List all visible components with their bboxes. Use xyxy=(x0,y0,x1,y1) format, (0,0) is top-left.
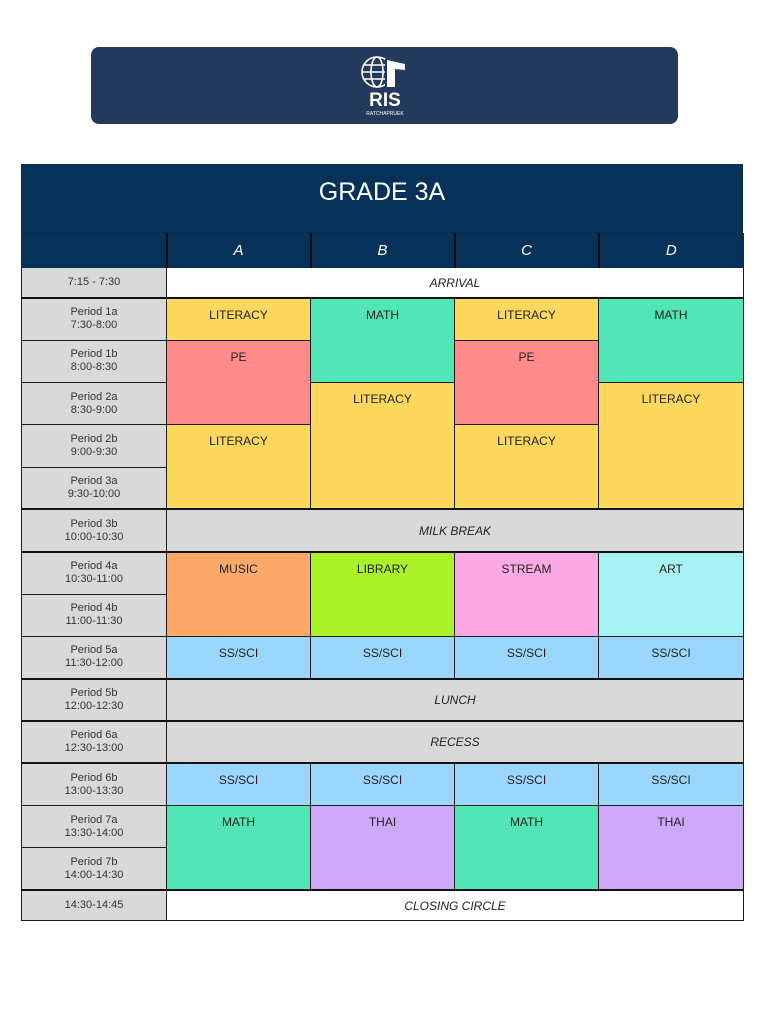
time-cell: Period 1b 8:00-8:30 xyxy=(22,340,167,382)
class-cell: LIBRARY xyxy=(311,552,455,637)
class-cell: SS/SCI xyxy=(455,763,599,805)
closing-circle-cell: CLOSING CIRCLE xyxy=(167,890,744,920)
class-cell: LITERACY xyxy=(167,298,311,340)
class-cell: PE xyxy=(455,340,599,425)
time-cell: 14:30-14:45 xyxy=(22,890,167,920)
recess-cell: RECESS xyxy=(167,721,744,763)
class-cell: SS/SCI xyxy=(167,636,311,678)
time-cell: Period 6a 12:30-13:00 xyxy=(22,721,167,763)
arrival-cell: ARRIVAL xyxy=(167,268,744,298)
table-row xyxy=(22,890,744,920)
page-title: GRADE 3A xyxy=(21,164,743,233)
time-cell: Period 5a 11:30-12:00 xyxy=(22,636,167,678)
time-cell: Period 4a 10:30-11:00 xyxy=(22,552,167,594)
class-cell: PE xyxy=(167,340,311,425)
time-cell: Period 3a 9:30-10:00 xyxy=(22,467,167,509)
class-cell: THAI xyxy=(311,806,455,891)
time-cell: Period 2b 9:00-9:30 xyxy=(22,425,167,467)
milk-break-cell: MILK BREAK xyxy=(167,509,744,551)
class-cell: MATH xyxy=(167,806,311,891)
table-row xyxy=(22,806,744,848)
svg-text:RATCHAPRUEK: RATCHAPRUEK xyxy=(366,111,404,117)
column-header-row xyxy=(22,234,744,268)
timetable xyxy=(21,233,744,921)
table-row xyxy=(22,268,744,298)
class-cell: LITERACY xyxy=(311,383,455,510)
table-row xyxy=(22,552,744,594)
table-row xyxy=(22,679,744,721)
time-cell: Period 3b 10:00-10:30 xyxy=(22,509,167,551)
time-cell: Period 6b 13:00-13:30 xyxy=(22,763,167,805)
column-header-b: B xyxy=(311,234,455,268)
class-cell: MUSIC xyxy=(167,552,311,637)
corner-cell xyxy=(22,234,167,268)
time-cell: 7:15 - 7:30 xyxy=(22,268,167,298)
column-header-c: C xyxy=(455,234,599,268)
class-cell: SS/SCI xyxy=(599,636,744,678)
class-cell: SS/SCI xyxy=(455,636,599,678)
time-cell: Period 7b 14:00-14:30 xyxy=(22,848,167,890)
class-cell: THAI xyxy=(599,806,744,891)
table-row xyxy=(22,509,744,551)
svg-text:RIS: RIS xyxy=(369,90,401,111)
class-cell: LITERACY xyxy=(167,425,311,510)
column-header-a: A xyxy=(167,234,311,268)
time-cell: Period 1a 7:30-8:00 xyxy=(22,298,167,340)
class-cell: LITERACY xyxy=(455,425,599,510)
table-row xyxy=(22,763,744,805)
table-row xyxy=(22,383,744,425)
class-cell: SS/SCI xyxy=(599,763,744,805)
school-logo xyxy=(355,54,415,120)
class-cell: LITERACY xyxy=(599,383,744,510)
class-cell: SS/SCI xyxy=(167,763,311,805)
class-cell: MATH xyxy=(599,298,744,383)
class-cell: SS/SCI xyxy=(311,763,455,805)
table-row xyxy=(22,721,744,763)
class-cell: ART xyxy=(599,552,744,637)
time-cell: Period 5b 12:00-12:30 xyxy=(22,679,167,721)
column-header-d: D xyxy=(599,234,744,268)
time-cell: Period 2a 8:30-9:00 xyxy=(22,383,167,425)
time-cell: Period 7a 13:30-14:00 xyxy=(22,806,167,848)
lunch-cell: LUNCH xyxy=(167,679,744,721)
table-row xyxy=(22,636,744,678)
table-row xyxy=(22,298,744,340)
class-cell: MATH xyxy=(455,806,599,891)
class-cell: MATH xyxy=(311,298,455,383)
class-cell: LITERACY xyxy=(455,298,599,340)
class-cell: STREAM xyxy=(455,552,599,637)
class-cell: SS/SCI xyxy=(311,636,455,678)
time-cell: Period 4b 11:00-11:30 xyxy=(22,594,167,636)
